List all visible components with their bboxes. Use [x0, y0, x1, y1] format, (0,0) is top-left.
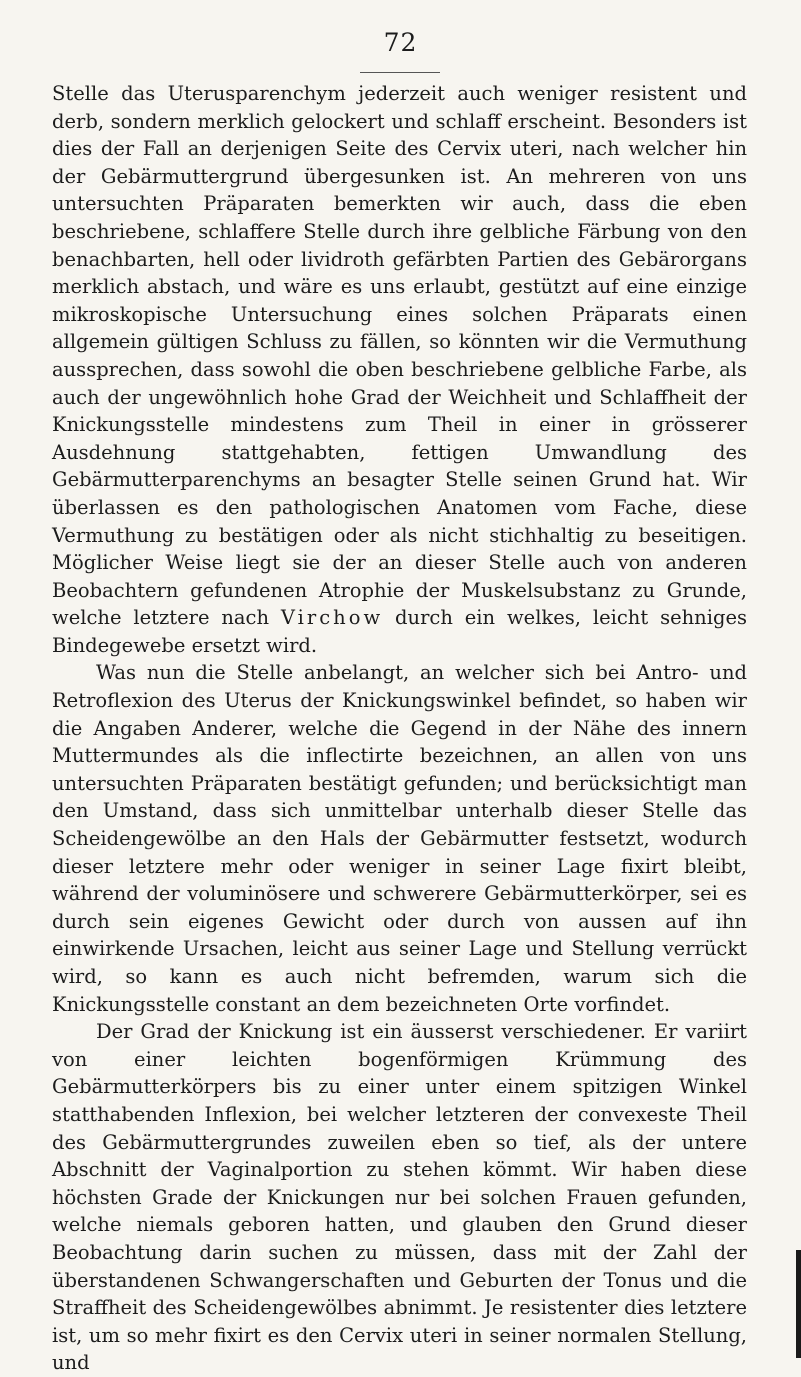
page-edge-shadow: [796, 1250, 801, 1358]
page-number: 72: [383, 28, 418, 57]
paragraph-1-text-end: durch ein welkes, leicht sehniges Bindegewebe ersetzt wird.: [52, 606, 748, 657]
paragraph-2: [52, 659, 747, 1018]
page-number-rule: [360, 72, 440, 73]
paragraph-1: [52, 80, 747, 659]
author-name-virchow: Virchow: [280, 606, 384, 630]
paragraph-3-text: Der Grad der Knickung ist ein äusserst verschiedener. Er variirt von einer leichten bogenförmigen Krümmung des Gebärmutterkörpers bis zu einer unter einem spitzigen Winkel statthabenden Inflexion, bei welcher letzteren der convexeste Theil des Gebärmuttergrundes zuweilen eben so tief, als der untere Abschnitt der Vaginalportion zu stehen kömmt. Wir haben diese höchsten Grade der Knickungen nur bei solchen Frauen gefunden, welche niemals geboren hatten, und glauben den Grund dieser Beobachtung darin suchen zu müssen, dass mit der Zahl der überstandenen Schwangerschaften und Geburten der Tonus und die Straffheit des Scheidengewölbes abnimmt. Je resistenter dies letztere ist, um so mehr fixirt es den Cervix uteri in seiner normalen Stellung, und: [52, 1020, 747, 1375]
body-text: [52, 80, 747, 1377]
paragraph-1-text: Stelle das Uterusparenchym jederzeit auch weniger resistent und derb, sondern merklich gelockert und schlaff erscheint. Besonders ist dies der Fall an derjenigen Seite des Cervix uteri, nach welcher hin der Gebärmuttergrund übergesunken ist. An mehreren von uns untersuchten Präparaten bemerkten wir auch, dass die eben beschriebene, schlaffere Stelle durch ihre gelbliche Färbung von den benachbarten, hell oder lividroth gefärbten Partien des Gebärorgans merklich abstach, und wäre es uns erlaubt, gestützt auf eine einzige mikroskopische Untersuchung eines solchen Präparats einen allgemein gültigen Schluss zu fällen, so könnten wir die Vermuthung aussprechen, dass sowohl die oben beschriebene gelbliche Farbe, als auch der ungewöhnlich hohe Grad der Weichheit und Schlaffheit der Knickungsstelle mindestens zum Theil in einer in grösserer Ausdehnung stattgehabten, fettigen Umwandlung des Gebärmutterparenchyms an besagter Stelle seinen Grund hat. Wir überlassen es den pathologischen Anatomen vom Fache, diese Vermuthung zu bestätigen oder als nicht stichhaltig zu beseitigen. Möglicher Weise liegt sie der an dieser Stelle auch von anderen Beobachtern gefundenen Atrophie der Muskelsubstanz zu Grunde, welche letztere nach: [52, 82, 747, 630]
paragraph-3: [52, 1018, 747, 1377]
paragraph-2-text: Was nun die Stelle anbelangt, an welcher sich bei Antro- und Retroflexion des Uterus der Knickungswinkel befindet, so haben wir die Angaben Anderer, welche die Gegend in der Nähe des innern Muttermundes als die inflectirte bezeichnen, an allen von uns untersuchten Präparaten bestätigt gefunden; und berücksichtigt man den Umstand, dass sich unmittelbar unterhalb dieser Stelle das Scheidengewölbe an den Hals der Gebärmutter festsetzt, wodurch dieser letztere mehr oder weniger in seiner Lage fixirt bleibt, während der voluminösere und schwerere Gebärmutterkörper, sei es durch sein eigenes Gewicht oder durch von aussen auf ihn einwirkende Ursachen, leicht aus seiner Lage und Stellung verrückt wird, so kann es auch nicht befremden, warum sich die Knickungsstelle constant an dem bezeichneten Orte vorfindet.: [52, 661, 747, 1016]
